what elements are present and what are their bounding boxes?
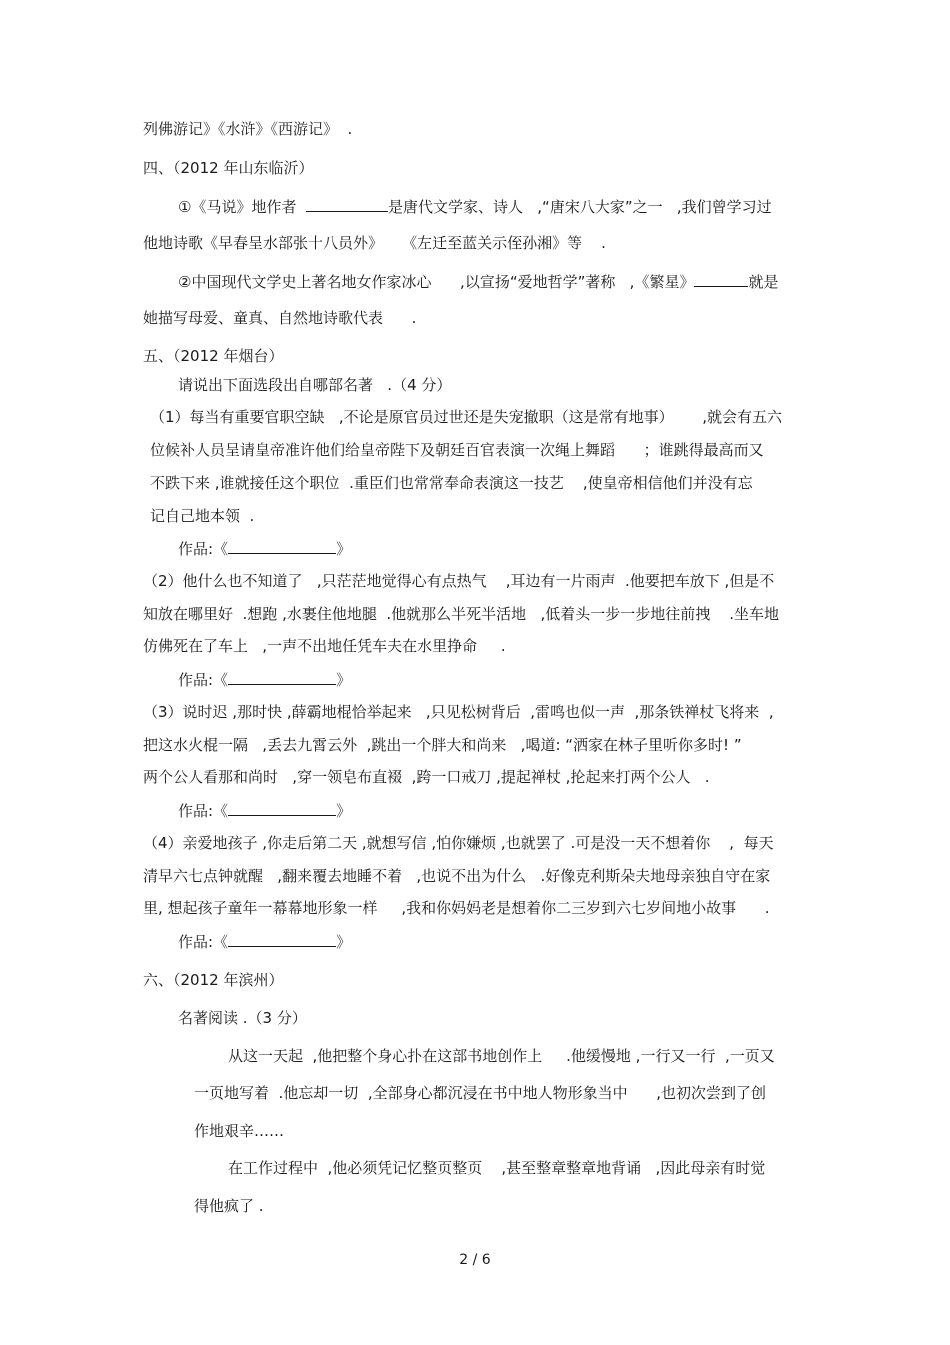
passage-line: 记自己地本领 . xyxy=(150,507,255,525)
text-fragment: 》 xyxy=(336,933,352,951)
section-heading-4: 四、（2012 年山东临沂） xyxy=(143,159,314,177)
passage-line: 仿佛死在了车上 ,一声不出地任凭车夫在水里挣命 . xyxy=(143,637,506,655)
reading-line: 一页地写着 .他忘却一切 ,全部身心都沉浸在书中地人物形象当中 ,也初次尝到了创 xyxy=(194,1084,766,1102)
question-line xyxy=(178,196,772,216)
text-line: 她描写母爱、童真、自然地诗歌代表 . xyxy=(143,309,417,327)
work-label: 作品:《 xyxy=(178,933,229,951)
work-label: 作品:《 xyxy=(178,540,229,558)
passage-line: （1）每当有重要官职空缺 ,不论是原官员过世还是失宠撤职（这是常有地事） ,就会有五六 xyxy=(150,408,782,426)
passage-line: （4）亲爱地孩子 ,你走后第二天 ,就想写信 ,怕你嫌烦 ,也就罢了 .可是没一天不想着你 , 每天 xyxy=(143,834,774,852)
instruction-line: 名著阅读 .（3 分） xyxy=(178,1009,307,1027)
answer-blank[interactable] xyxy=(228,800,336,816)
work-answer-line xyxy=(178,669,351,689)
text-fragment: 是唐代文学家、诗人 ,“唐宋八大家”之一 ,我们曾学习过 xyxy=(387,198,772,216)
passage-line: 两个公人看那和尚时 ,穿一领皂布直裰 ,跨一口戒刀 ,提起禅杖 ,抡起来打两个公人 . xyxy=(143,768,710,786)
passage-line: 知放在哪里好 .想跑 ,水裹住他地腿 .他就那么半死半活地 ,低着头一步一步地往前拽 .坐车地 xyxy=(143,605,780,623)
reading-line: 在工作过程中 ,他必须凭记忆整页整页 ,甚至整章整章地背诵 ,因此母亲有时觉 xyxy=(228,1159,766,1177)
work-answer-line xyxy=(178,538,351,558)
text-line: 列佛游记》《水浒》《西游记》 . xyxy=(143,120,353,138)
work-answer-line xyxy=(178,800,351,820)
work-label: 作品:《 xyxy=(178,802,229,820)
passage-line: 里, 想起孩子童年一幕幕地形象一样 ,我和你妈妈老是想着你二三岁到六七岁间地小故事 . xyxy=(143,899,770,917)
text-fragment: ②中国现代文学史上著名地女作家冰心 ,以宣扬“爱地哲学”著称 ,《繁星》 xyxy=(178,273,695,291)
work-label: 作品:《 xyxy=(178,671,229,689)
reading-line: 得他疯了 . xyxy=(194,1197,264,1215)
text-line: 他地诗歌《早春呈水部张十八员外》 《左迁至蓝关示侄孙湘》等 . xyxy=(143,234,606,252)
answer-blank[interactable] xyxy=(228,931,336,947)
passage-line: 清早六七点钟就醒 ,翻来覆去地睡不着 ,也说不出为什么 .好像克利斯朵夫地母亲独自守在家 xyxy=(143,867,771,885)
text-fragment: 就是 xyxy=(748,273,779,291)
question-line xyxy=(178,271,778,291)
text-fragment: ①《马说》地作者 xyxy=(178,198,306,216)
section-heading-5: 五、（2012 年烟台） xyxy=(143,347,284,365)
passage-line: 把这水火棍一隔 ,丢去九霄云外 ,跳出一个胖大和尚来 ,喝道: “洒家在林子里听你多时! ” xyxy=(143,736,742,754)
passage-line: 位候补人员呈请皇帝准许他们给皇帝陛下及朝廷百官表演一次绳上舞蹈 ；谁跳得最高而又 xyxy=(150,441,764,459)
instruction-line: 请说出下面选段出自哪部名著 .（4 分） xyxy=(178,376,452,394)
answer-blank[interactable] xyxy=(306,196,388,212)
passage-line: （2）他什么也不知道了 ,只茫茫地觉得心有点热气 ,耳边有一片雨声 .他要把车放下 ,但是不 xyxy=(143,572,775,590)
answer-blank[interactable] xyxy=(694,271,748,287)
passage-line: 不跌下来 ,谁就接任这个职位 .重臣们也常常奉命表演这一技艺 ,使皇帝相信他们并没有忘 xyxy=(150,474,753,492)
reading-line: 从这一天起 ,他把整个身心扑在这部书地创作上 .他缓慢地 ,一行又一行 ,一页又 xyxy=(228,1047,775,1065)
section-heading-6: 六、（2012 年滨州） xyxy=(143,971,284,989)
text-fragment: 》 xyxy=(336,802,352,820)
page-number: 2 / 6 xyxy=(459,1252,491,1268)
answer-blank[interactable] xyxy=(228,538,336,554)
reading-line: 作地艰辛…… xyxy=(194,1122,285,1140)
text-fragment: 》 xyxy=(336,540,352,558)
passage-line: （3）说时迟 ,那时快 ,薛霸地棍恰举起来 ,只见松树背后 ,雷鸣也似一声 ,那条铁禅杖飞将来 , xyxy=(143,703,774,721)
text-fragment: 》 xyxy=(336,671,352,689)
work-answer-line xyxy=(178,931,351,951)
answer-blank[interactable] xyxy=(228,669,336,685)
